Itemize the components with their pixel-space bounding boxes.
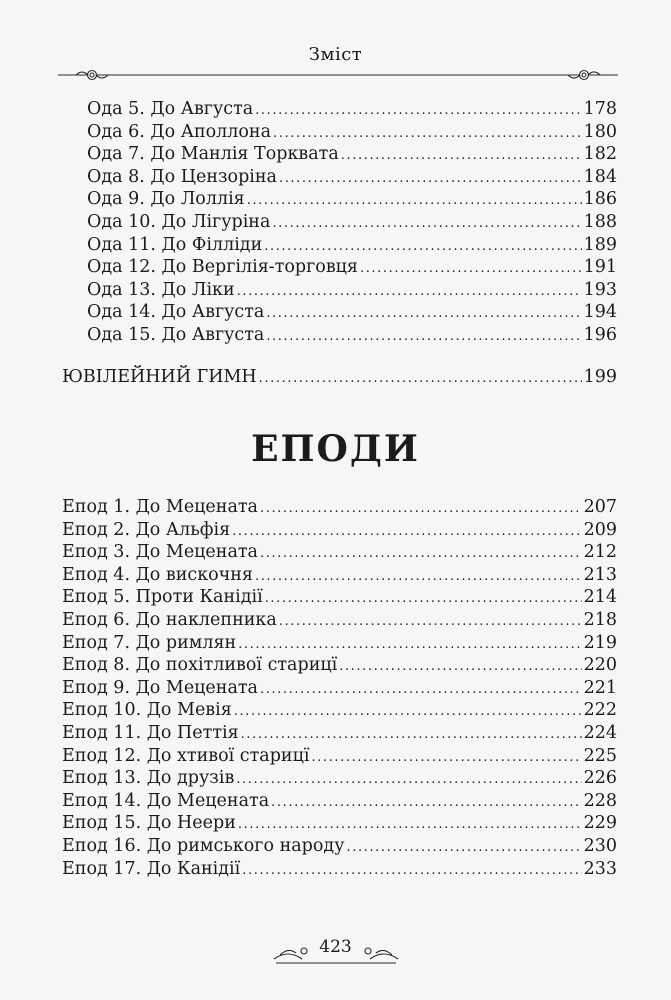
dot-leader <box>264 236 581 258</box>
toc-entry-title: Ода 9. До Лоллія <box>87 189 245 210</box>
toc-entry-title: Епод 13. До друзів <box>62 768 235 789</box>
dot-leader <box>260 498 582 520</box>
dot-leader <box>265 588 582 610</box>
toc-entry-title: Ода 11. До Філліди <box>87 234 263 255</box>
toc-entry-ode <box>87 121 617 145</box>
toc-entry-title: Епод 12. До хтивої старицї <box>62 745 310 766</box>
toc-entry-page: 196 <box>583 325 617 345</box>
toc-entry-page: 188 <box>583 212 617 232</box>
toc-entry-epode <box>62 699 617 723</box>
dot-leader <box>237 281 582 303</box>
dot-leader <box>272 213 581 235</box>
toc-entry-title: Ода 12. До Вергілія-торговця <box>87 257 358 278</box>
dot-leader <box>271 792 581 814</box>
toc-entry-ode <box>87 188 617 212</box>
toc-entry-title: Ода 6. До Аполлона <box>87 121 272 142</box>
toc-entry-ode <box>87 324 617 348</box>
toc-entry-title: Епод 17. До Канідії <box>62 858 241 879</box>
toc-entry-page: 209 <box>583 519 617 540</box>
toc-entry-ode <box>87 234 617 258</box>
dot-leader <box>279 168 582 190</box>
toc-entry-page: 184 <box>583 166 617 187</box>
toc-entry-page: 225 <box>583 745 617 766</box>
toc-entry-page: 219 <box>583 632 617 653</box>
dot-leader <box>234 701 582 723</box>
dot-leader <box>360 258 582 280</box>
toc-entry-title: Ода 5. До Августа <box>87 99 254 119</box>
dot-leader <box>259 368 582 390</box>
dot-leader <box>247 190 582 212</box>
toc-entry-page: 186 <box>583 189 617 210</box>
toc-entry-page: 218 <box>583 610 617 630</box>
toc-entry-ode <box>87 256 617 280</box>
toc-entry-page: 213 <box>583 564 617 585</box>
toc-entry-title: Епод 7. До римлян <box>62 632 237 653</box>
toc-entry-page: 178 <box>583 99 617 119</box>
dot-leader <box>255 100 581 122</box>
dot-leader <box>236 769 581 791</box>
toc-entry-page: 189 <box>583 234 617 255</box>
toc-entry-page: 229 <box>583 813 617 834</box>
toc-entry-page: 191 <box>583 257 617 278</box>
toc-entry-page: 199 <box>583 367 617 387</box>
dot-leader <box>238 634 581 656</box>
toc-entry-ode <box>87 98 617 122</box>
toc-entry-ode <box>87 166 617 190</box>
toc-entry-epode <box>62 812 617 836</box>
toc-entry-title: Епод 5. Проти Канідії <box>62 587 263 608</box>
dot-leader <box>232 521 581 543</box>
dot-leader <box>341 145 582 167</box>
toc-entry-title: Епод 11. До Петтія <box>62 723 239 743</box>
toc-entry-page: 230 <box>583 836 617 856</box>
toc-entry-page: 214 <box>583 587 617 608</box>
toc-entry-page: 220 <box>583 655 617 676</box>
toc-entry-title: Епод 6. До наклепника <box>62 610 277 630</box>
section-heading-epody: ЕПОДИ <box>251 428 420 470</box>
toc-entry-page: 180 <box>583 121 617 142</box>
page-number: 423 <box>319 937 352 957</box>
toc-entry-epode <box>62 586 617 610</box>
toc-entry-page: 207 <box>583 497 617 517</box>
dot-leader <box>241 724 582 746</box>
dot-leader <box>255 566 582 588</box>
toc-entry-page: 233 <box>583 858 617 879</box>
toc-entry-page: 193 <box>583 279 617 300</box>
toc-entry-epode <box>62 609 617 633</box>
toc-entry-epode <box>62 790 617 814</box>
toc-entry-page: 222 <box>583 700 617 721</box>
toc-entry-title: Епод 2. До Альфія <box>62 519 231 540</box>
toc-entry-title: Епод 3. До Мецената <box>62 542 258 563</box>
dot-leader <box>347 837 582 859</box>
toc-entry-page: 212 <box>583 542 617 563</box>
toc-entry-epode <box>62 654 617 678</box>
toc-entry-epode <box>62 677 617 701</box>
toc-entry-epode <box>62 767 617 791</box>
toc-entry-epode <box>62 519 617 543</box>
toc-entry-page: 194 <box>583 302 617 323</box>
toc-entry-title: Ода 8. До Цензоріна <box>87 166 277 187</box>
dot-leader <box>260 679 582 701</box>
dot-leader <box>266 326 581 348</box>
toc-entry-epode <box>62 722 617 746</box>
toc-entry-title: Епод 10. До Мевія <box>62 700 232 721</box>
toc-entry-title: Епод 1. До Мецената <box>62 497 258 517</box>
toc-entry-ode <box>87 211 617 235</box>
dot-leader <box>311 747 581 769</box>
toc-entry-epode <box>62 835 617 859</box>
toc-entry-page: 228 <box>583 790 617 811</box>
running-header-title: Зміст <box>308 44 363 65</box>
dot-leader <box>242 860 581 882</box>
toc-entry-title: Ода 15. До Августа <box>87 325 265 345</box>
toc-entry-title: Ода 7. До Манлія Торквата <box>87 144 339 165</box>
toc-entry-ode <box>87 279 617 303</box>
toc-entry-epode <box>62 858 617 882</box>
toc-entry-title: Епод 8. До похітливої старицї <box>62 655 338 676</box>
toc-entry-title: Ода 10. До Лігуріна <box>87 212 271 232</box>
page-footer <box>0 935 671 975</box>
dot-leader <box>279 611 582 633</box>
dot-leader <box>266 303 581 325</box>
toc-entry-title: Епод 4. До вискочня <box>62 564 253 585</box>
dot-leader <box>339 656 581 678</box>
toc-entry-title: Епод 16. До римського народу <box>62 836 345 856</box>
toc-entry-page: 226 <box>583 768 617 789</box>
toc-entry-epode <box>62 496 617 520</box>
dot-leader <box>238 814 582 836</box>
toc-entry-page: 221 <box>583 677 617 698</box>
toc-entry-title: Ода 13. До Ліки <box>87 279 235 300</box>
header-ornament-rule <box>58 68 618 82</box>
toc-entry-epode <box>62 745 617 769</box>
toc-entry-title: Ода 14. До Августа <box>87 302 265 323</box>
toc-entry-hymn <box>62 366 617 390</box>
toc-entry-title: Епод 14. До Мецената <box>62 790 270 811</box>
toc-entry-page: 224 <box>583 723 617 743</box>
toc-entry-page: 182 <box>583 144 617 165</box>
toc-entry-ode <box>87 301 617 325</box>
toc-entry-title: ЮВІЛЕЙНИЙ ГИМН <box>62 367 257 387</box>
toc-entry-ode <box>87 143 617 167</box>
dot-leader <box>273 123 582 145</box>
toc-entry-title: Епод 15. До Неери <box>62 813 236 834</box>
dot-leader <box>260 543 582 565</box>
toc-entry-title: Епод 9. До Мецената <box>62 677 258 698</box>
toc-entry-epode <box>62 632 617 656</box>
toc-entry-epode <box>62 564 617 588</box>
toc-entry-epode <box>62 541 617 565</box>
